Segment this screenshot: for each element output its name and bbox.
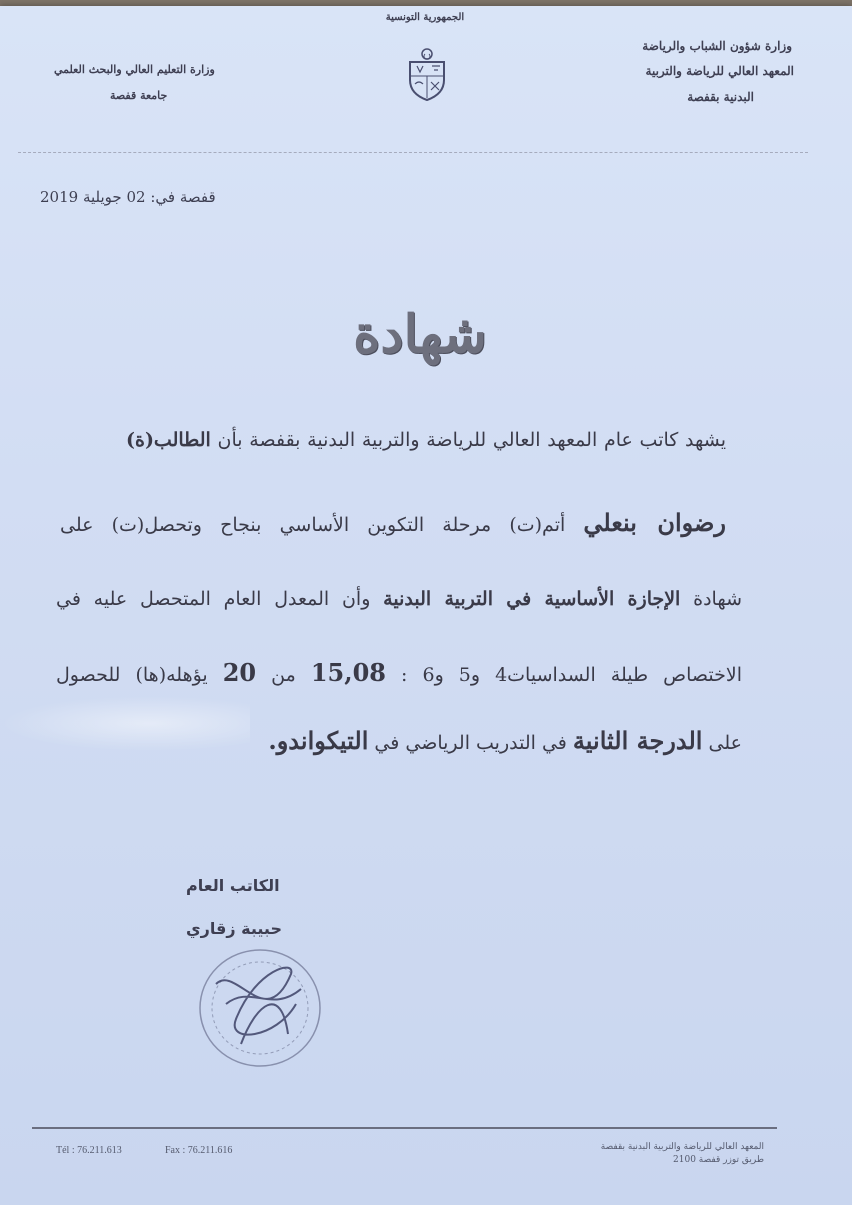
university-label: جامعة قفصة [110, 89, 168, 102]
body-line-4-end: يؤهله(ها) للحصول [56, 664, 208, 686]
ministry-higher-ed-label: وزارة التعليم العالي والبحث العلمي [54, 63, 215, 76]
official-stamp-icon [196, 944, 324, 1070]
body-line-4 [56, 658, 742, 687]
document-page [0, 6, 852, 1205]
body-line-3-start: شهادة [693, 588, 742, 610]
body-line-3-text: وأن المعدل العام المتحصل عليه في [56, 588, 371, 610]
body-line-1-text: يشهد كاتب عام المعهد العالي للرياضة والتربية البدنية بقفصة بأن [217, 429, 726, 451]
body-line-2-end: على [60, 514, 94, 536]
body-line-2-text: أتم(ت) مرحلة التكوين الأساسي بنجاح وتحصل(ت) [111, 514, 566, 536]
institute-city-label: البدنية بقفصة [687, 90, 754, 104]
date-line: قفصة في: 02 جويلية 2019 [40, 188, 216, 206]
from-label: من [271, 664, 296, 686]
max-score: 20 [222, 658, 257, 687]
signatory-name: حبيبة زقاري [186, 919, 282, 938]
institute-label: المعهد العالي للرياضة والتربية [645, 64, 794, 78]
footer-address-line-2: طريق توزر قفصة 2100 [673, 1155, 764, 1165]
tunisia-coat-of-arms-icon [404, 46, 450, 102]
average-score: 15,08 [310, 658, 386, 687]
body-line-1 [126, 429, 726, 451]
body-line-3 [56, 588, 742, 610]
footer-tel: Tél : 76.211.613 [56, 1145, 122, 1156]
republic-label: الجمهورية التونسية [385, 12, 465, 23]
certificate-title: شهادة [353, 304, 487, 365]
student-name: رضوان بنعلي [583, 508, 726, 537]
degree-name: الإجازة الأساسية في التربية البدنية [383, 588, 681, 610]
header-divider [18, 152, 808, 153]
body-line-2 [60, 508, 726, 537]
sport-name: التيكواندو. [268, 726, 369, 755]
footer-divider [32, 1127, 777, 1129]
body-line-5-mid: في التدريب الرياضي في [374, 732, 567, 754]
body-line-5 [212, 726, 742, 755]
student-label: الطالب(ة) [126, 429, 211, 451]
footer-address-line-1: المعهد العالي للرياضة والتربية البدنية بقفصة [600, 1142, 764, 1152]
body-line-4-text: الاختصاص طيلة السداسيات4 و5 و6 : [401, 664, 742, 686]
level-name: الدرجة الثانية [572, 726, 703, 755]
body-line-5-start: على [708, 732, 742, 754]
ministry-youth-label: وزارة شؤون الشباب والرياضة [642, 39, 792, 53]
footer-fax: Fax : 76.211.616 [165, 1145, 233, 1156]
signatory-role: الكاتب العام [186, 876, 280, 895]
